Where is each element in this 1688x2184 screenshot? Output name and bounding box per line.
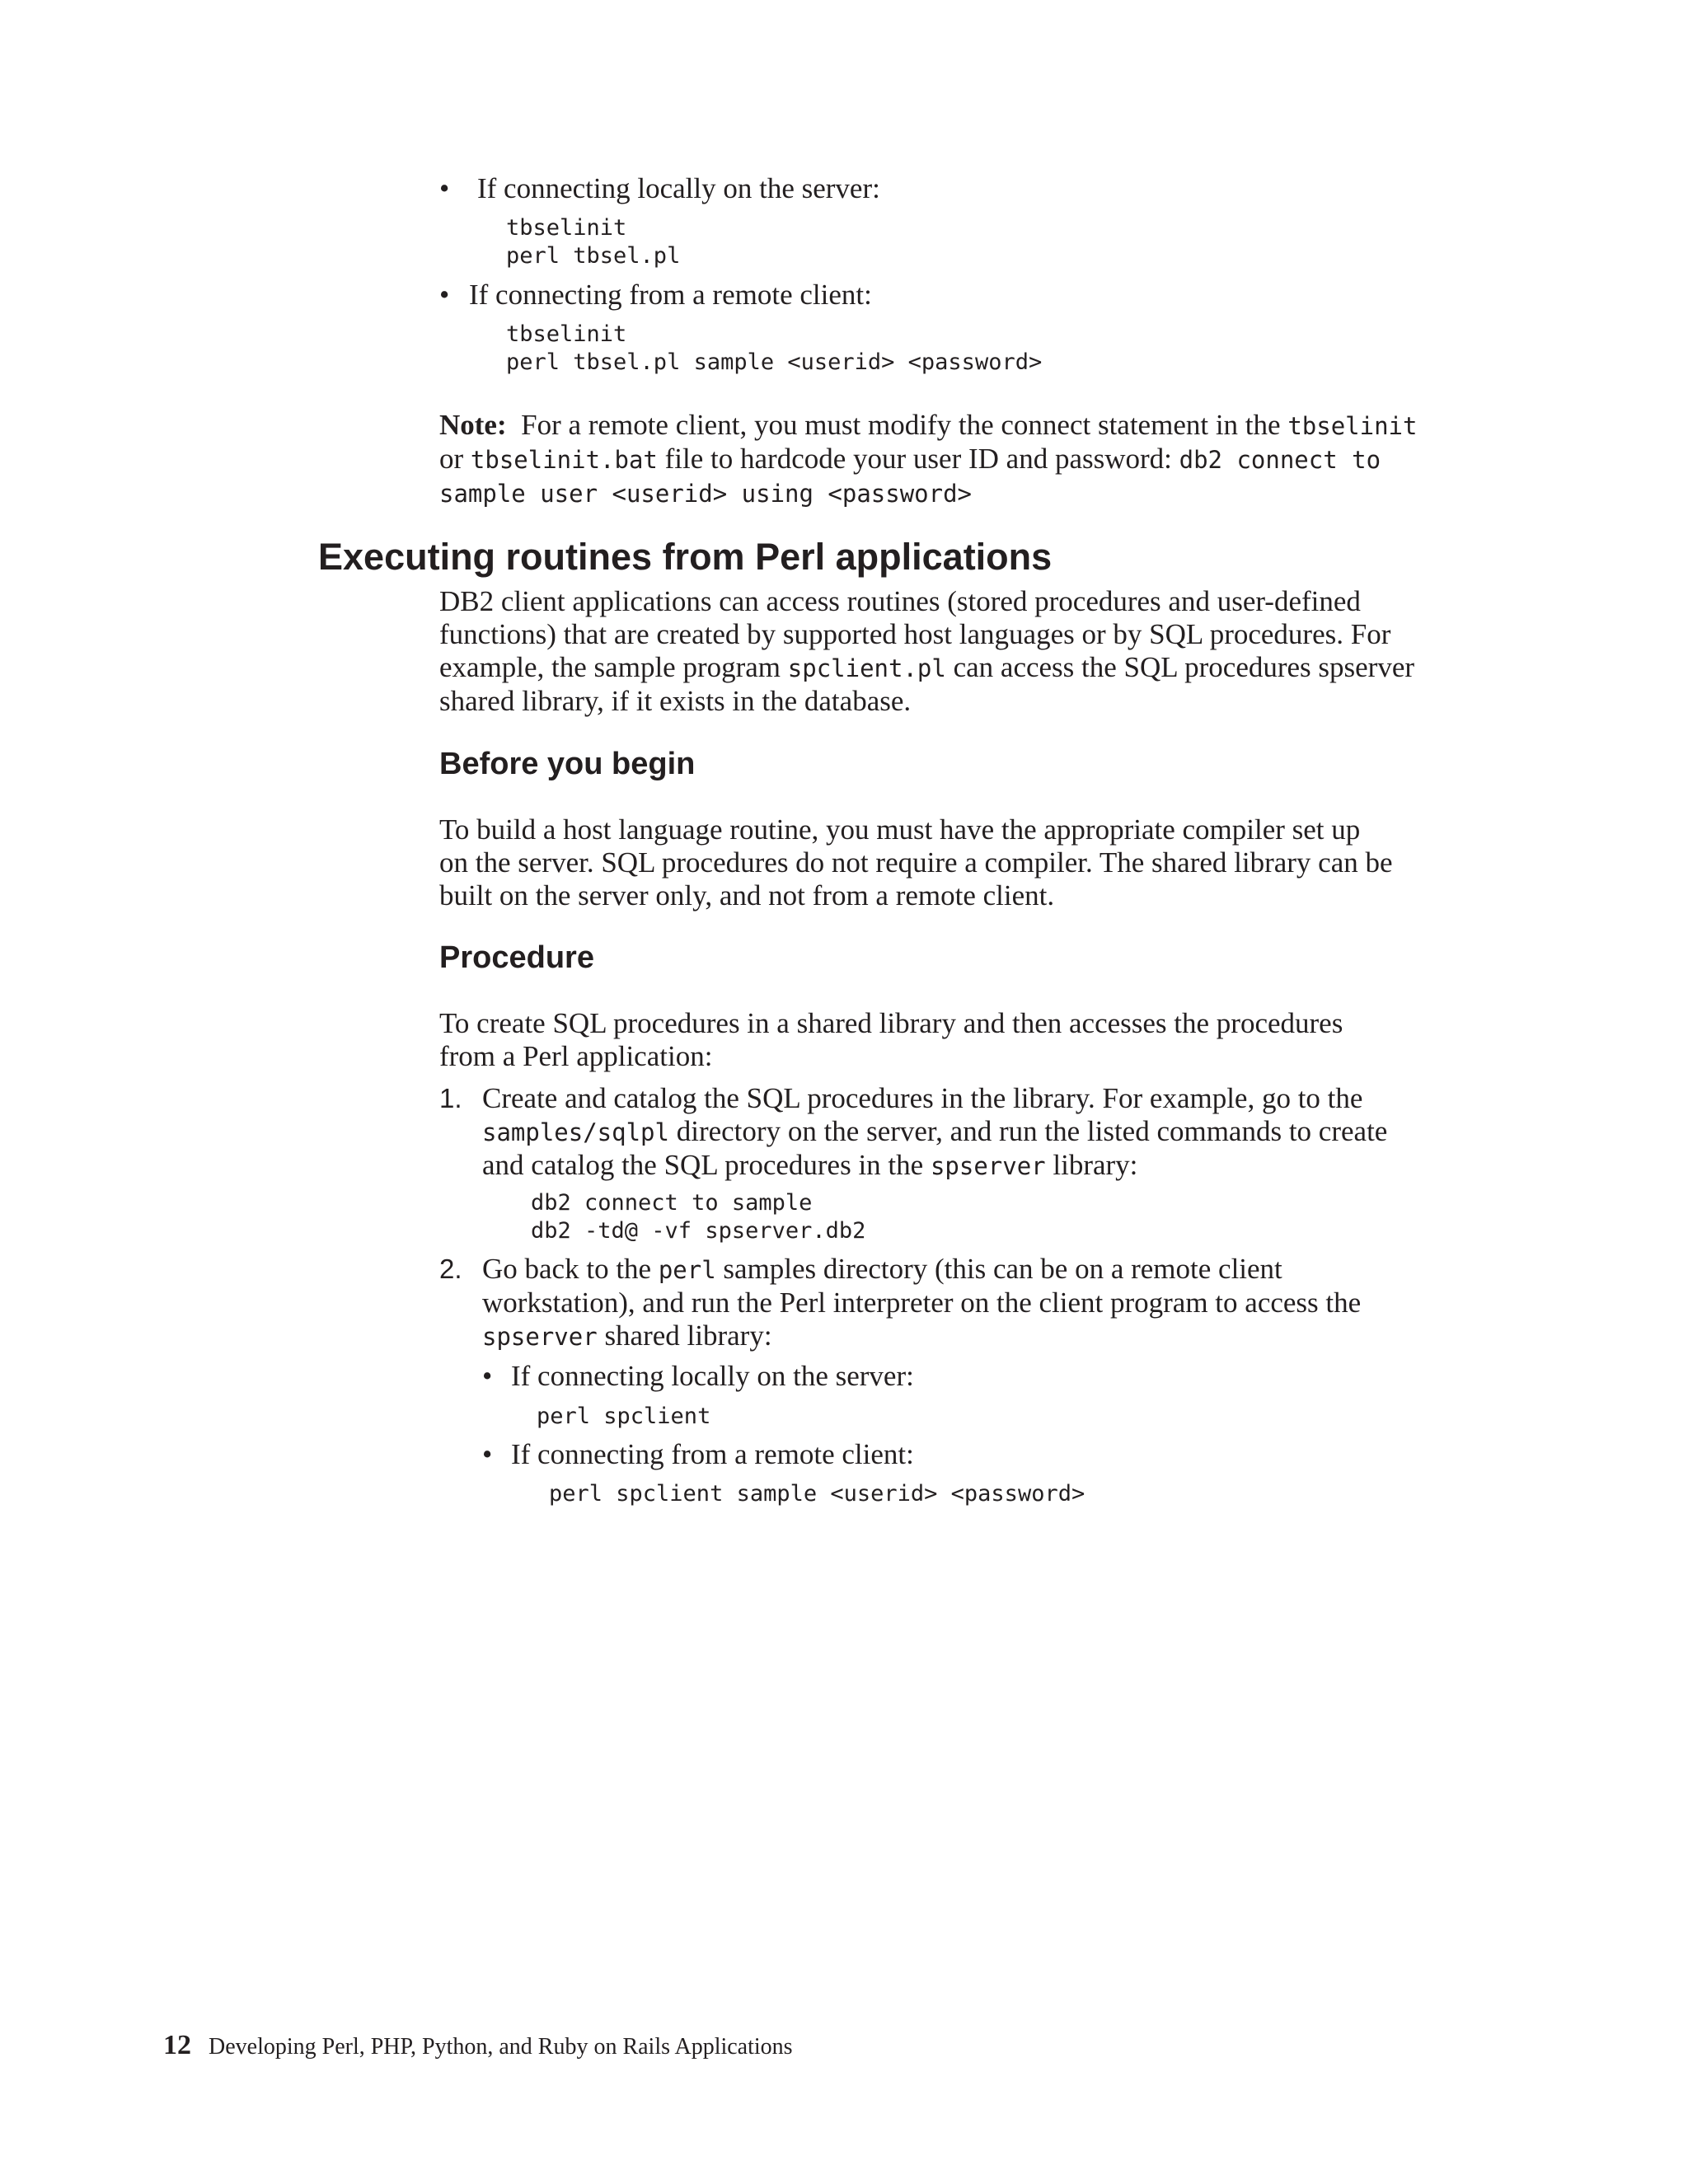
section-title: Executing routines from Perl applications <box>318 536 1053 578</box>
before-paragraph <box>439 813 1511 912</box>
list-item-remote: If connecting from a remote client: <box>469 279 872 311</box>
code-block-remote <box>506 321 1042 377</box>
intro-text: example, the sample program <box>439 651 781 683</box>
code-line: perl tbsel.pl <box>506 243 681 269</box>
note-code: sample user <userid> using <password> <box>439 480 973 508</box>
step1-text-part: directory on the server, and run the listed commands to create <box>676 1115 1388 1147</box>
step2-line: workstation), and run the Perl interpreter on the client program to access the <box>482 1286 1362 1319</box>
step2-code: perl <box>658 1256 716 1284</box>
step1-text <box>482 1082 1512 1183</box>
note-paragraph <box>439 409 1511 510</box>
bullet-marker: • <box>482 1360 493 1392</box>
before-line: on the server. SQL procedures do not require a compiler. The shared library can be <box>439 846 1393 879</box>
intro-line: DB2 client applications can access routines (stored procedures and user-defined <box>439 585 1361 617</box>
code-line: tbselinit <box>506 215 627 241</box>
code-line: perl tbsel.pl sample <userid> <password> <box>506 349 1043 375</box>
step2-text-part: shared library: <box>604 1319 772 1352</box>
note-line <box>439 443 1511 476</box>
sub-item-remote: If connecting from a remote client: <box>511 1438 914 1470</box>
page-number: 12 <box>163 2030 191 2060</box>
intro-line: shared library, if it exists in the database. <box>439 685 912 717</box>
section-intro <box>439 585 1511 718</box>
code-block-local <box>506 214 680 270</box>
before-line: built on the server only, and not from a remote client. <box>439 879 1055 912</box>
footer-title: Developing Perl, PHP, Python, and Ruby on Rails Applications <box>209 2034 793 2060</box>
list-item-local: If connecting locally on the server: <box>477 172 880 204</box>
procedure-heading: Procedure <box>439 940 594 975</box>
step2-code: spserver <box>482 1323 598 1351</box>
bullet-marker: • <box>439 172 450 204</box>
intro-code: spclient.pl <box>787 654 946 682</box>
note-line <box>439 476 1511 510</box>
step2-text-part: samples directory (this can be on a remote client <box>723 1253 1282 1285</box>
intro-line: functions) that are created by supported host languages or by SQL procedures. For <box>439 618 1391 650</box>
step1-text-part: and catalog the SQL procedures in the <box>482 1149 924 1181</box>
note-label: Note: <box>439 409 507 441</box>
note-line <box>439 409 1511 443</box>
page-footer <box>163 2032 793 2060</box>
bullet-marker: • <box>439 279 450 311</box>
procedure-intro-line: To create SQL procedures in a shared library and then accesses the procedures <box>439 1007 1343 1039</box>
code-line: db2 connect to sample <box>531 1190 813 1216</box>
note-code: db2 connect to <box>1179 446 1381 474</box>
step1-code: spserver <box>930 1152 1046 1180</box>
step2-text <box>482 1253 1512 1353</box>
step-number: 1. <box>439 1083 462 1113</box>
note-text: file to hardcode your user ID and password: <box>664 443 1172 475</box>
sub-item-local: If connecting locally on the server: <box>511 1360 914 1392</box>
step1-text-part: library: <box>1053 1149 1138 1181</box>
step2-line <box>482 1319 1512 1353</box>
before-line: To build a host language routine, you must have the appropriate compiler set up <box>439 813 1361 846</box>
note-text: For a remote client, you must modify the connect statement in the <box>521 409 1281 441</box>
step2-text-part: Go back to the <box>482 1253 652 1285</box>
note-code: tbselinit <box>1287 412 1418 440</box>
procedure-intro-line: from a Perl application: <box>439 1040 713 1072</box>
step2-line <box>482 1253 1512 1286</box>
intro-line <box>439 651 1511 685</box>
step1-line <box>482 1149 1512 1183</box>
note-code: tbselinit.bat <box>470 446 658 474</box>
code-line: db2 -td@ -vf spserver.db2 <box>531 1218 866 1244</box>
step1-line <box>482 1115 1512 1149</box>
step1-line: Create and catalog the SQL procedures in the library. For example, go to the <box>482 1082 1363 1114</box>
note-text: or <box>439 443 464 475</box>
step-number: 2. <box>439 1254 462 1284</box>
step1-code: samples/sqlpl <box>482 1118 669 1146</box>
procedure-intro <box>439 1007 1511 1073</box>
step1-code-block <box>531 1189 865 1245</box>
intro-text: can access the SQL procedures spserver <box>953 651 1415 683</box>
code-line: tbselinit <box>506 321 627 347</box>
bullet-marker: • <box>482 1438 493 1470</box>
before-heading: Before you begin <box>439 747 696 781</box>
sub-code-local: perl spclient <box>537 1404 711 1429</box>
sub-code-remote: perl spclient sample <userid> <password> <box>549 1481 1085 1507</box>
